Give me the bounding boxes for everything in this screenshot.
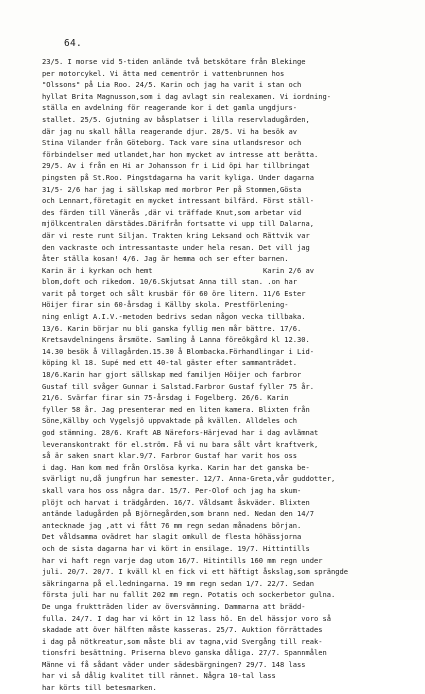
text-line: säkringarna på el.ledningarna. 19 mm regn sedan 1/7. 22/7. Sedan: [42, 578, 315, 588]
text-line: Kretsavdelningens årsmöte. Samling å Lanna föreökgård kl 12.30.: [42, 335, 310, 345]
text-line: förbindelser med utlandet,har hon mycket av intresse att berätta.: [42, 149, 319, 159]
text-line: pingsten på St.Roo. Pingstdagarna ha varit kyliga. Under dagarna: [42, 172, 315, 182]
text-line: Höijer firar sin 60-årsdag i Källby skola. Prestförlening-: [42, 300, 289, 310]
text-line: 14.30 besök å Villagården.15.30 å Blombacka.Förhandlingar i Lid-: [42, 346, 315, 356]
text-line: per motorcykel. Vi ätta med cementrör i vattenbrunnen hos: [42, 68, 285, 78]
text-line: 18/6.Karin har gjort sällskap med familjen Höijer och farbror: [42, 370, 302, 380]
text-line: varit på torget och sålt krusbär för 60 öre litern. 11/6 Ester: [42, 288, 306, 298]
text-line: första juli har nu fallit 202 mm regn. Potatis och sockerbetor gulna.: [42, 590, 336, 600]
text-line: 29/5. Av i från en Hi ar Johansson fr i Lid öpi har tillbringat: [42, 161, 310, 171]
text-line: mjölkcentralen därstädes.Därifrån fortsatte vi upp till Dalarna,: [42, 219, 315, 229]
text-line: hyllat Brita Magnusson,som i dag avlagt sin realexamen. Vi iordning-: [42, 91, 332, 101]
text-line: har vi så dålig kvalitet till rännet. Några 10-tal lass: [42, 671, 276, 681]
text-line: blom,doft och rikedom. 10/6.Skjutsat Anna till stan. .on har: [42, 277, 298, 287]
text-line: "Olssons" på Lia Roo. 24/5. Karin och jag ha varit i stan och: [42, 80, 302, 90]
text-line: Männe vi få sådant väder under sädesbärgningen? 29/7. 148 lass: [42, 659, 306, 669]
text-line: antände ladugården på Björnegården,som brann ned. Nedan den 14/7: [42, 509, 315, 519]
text-line: har vi haft regn varje dag utom 16/7. Hitintills 160 mm regn under: [42, 555, 323, 565]
text-line: stallet. 25/5. Gjutning av båsplatser i lilla reservladugården,: [42, 114, 310, 124]
text-line: De unga fruktträden lider av översvämning. Dammarna att brädd-: [42, 601, 306, 611]
text-line: tionsfri besättning. Priserna blevo ganska dåliga. 27/7. Spannmålen: [42, 648, 327, 658]
text-line: leveranskontrakt för el.ström. Få vi nu bara sålt vårt kraftverk,: [42, 439, 319, 449]
page-number: 64.: [64, 38, 83, 49]
text-line: Söne,Källby och Vygelsjö uppvaktade på kvällen. Alldeles och: [42, 416, 298, 426]
text-line: köping kl 18. Supé med ett 40-tal gäster efter sammanträdet.: [42, 358, 298, 368]
text-line: fulla. 24/7. I dag har vi kört in 12 lass hö. En del hässjor voro så: [42, 613, 332, 623]
text-line: fyller 58 år. Jag presenterar med en liten kamera. Blixten från: [42, 404, 310, 414]
text-line: den vackraste och intressantaste under hela resan. Det vill jag: [42, 242, 310, 252]
text-line: åter ställa kosan! 4/6. Jag är hemma och ser efter barnen.: [42, 254, 289, 264]
text-line: Det våldsamma ovädret har slagit omkull de flesta höhässjorna: [42, 532, 302, 542]
text-line: 13/6. Karin börjar nu bli ganska fyllig men mår bättre. 17/6.: [42, 323, 302, 333]
text-line: ning enligt A.I.V.-metoden bedrivs sedan någon vecka tillbaka.: [42, 312, 306, 322]
text-line: och Lennart,företagit en mycket intressant bilfärd. Först ställ-: [42, 196, 315, 206]
text-line: 23/5. I morse vid 5-tiden anlände två betskötare från Blekinge: [42, 57, 306, 66]
text-line: har körts till betesmarken.: [42, 683, 157, 693]
diary-text: [42, 56, 412, 694]
text-line: där vi reste runt Siljan. Trakten kring Leksand och Rättvik var: [42, 230, 310, 240]
text-line: Karin är i kyrkan och hemt Karin 2/6 av: [42, 265, 315, 275]
text-line: så är saken snart klar.9/7. Farbror Gustaf har varit hos oss: [42, 451, 298, 461]
text-line: där jag nu skall hålla reagerande djur. 28/5. Vi ha besök av: [42, 126, 298, 136]
text-line: juli. 20/7. 20/7. I kväll kl en fick vi ett häftigt åskslag,som sprängde: [42, 567, 349, 577]
text-line: des färden till Vänerås ,där vi träffade Knut,som arbetar vid: [42, 207, 302, 217]
text-line: skadade att över hälften måste kasseras. 25/7. Auktion förrättades: [42, 625, 323, 635]
text-line: god stämning. 28/6. Kraft AB Närefors-Härjevad har i dag avlämnat: [42, 428, 319, 437]
text-line: svärligt nu,då jungfrun har semester. 12/7. Anna-Greta,vår guddotter,: [42, 474, 336, 484]
text-line: och de sista dagarna har vi kört in ensilage. 19/7. Hittintills: [42, 543, 310, 553]
text-line: Stina Vilander från Göteborg. Tack vare sina utlandsresor och: [42, 138, 302, 148]
text-line: skall vara hos oss några dar. 15/7. Per-Olof och jag ha skum-: [42, 485, 302, 495]
text-line: antecknade jag ,att vi fått 76 mm regn sedan månadens början.: [42, 520, 302, 530]
text-line: ställa en avdelning för reagerande kor i det gamla ungdjurs-: [42, 103, 298, 113]
text-line: 21/6. Svärfar firar sin 75-årsdag i Fogelberg. 26/6. Karin: [42, 393, 289, 403]
text-line: plöjt och harvat i trädgården. 16/7. Våldsamt åskväder. Blixten: [42, 497, 310, 507]
text-line: Gustaf till svåger Gunnar i Salstad.Farbror Gustaf fyller 75 år.: [42, 381, 315, 391]
text-line: i dag på nötkreatur,som måste bli av tagna,vid Svergång till reak-: [42, 636, 323, 646]
text-line: 31/5- 2/6 har jag i sällskap med morbror Per på Stommen,Gösta: [42, 184, 302, 194]
text-line: i dag. Han kom med från Orslösa kyrka. Karin har det ganska be-: [42, 462, 310, 472]
